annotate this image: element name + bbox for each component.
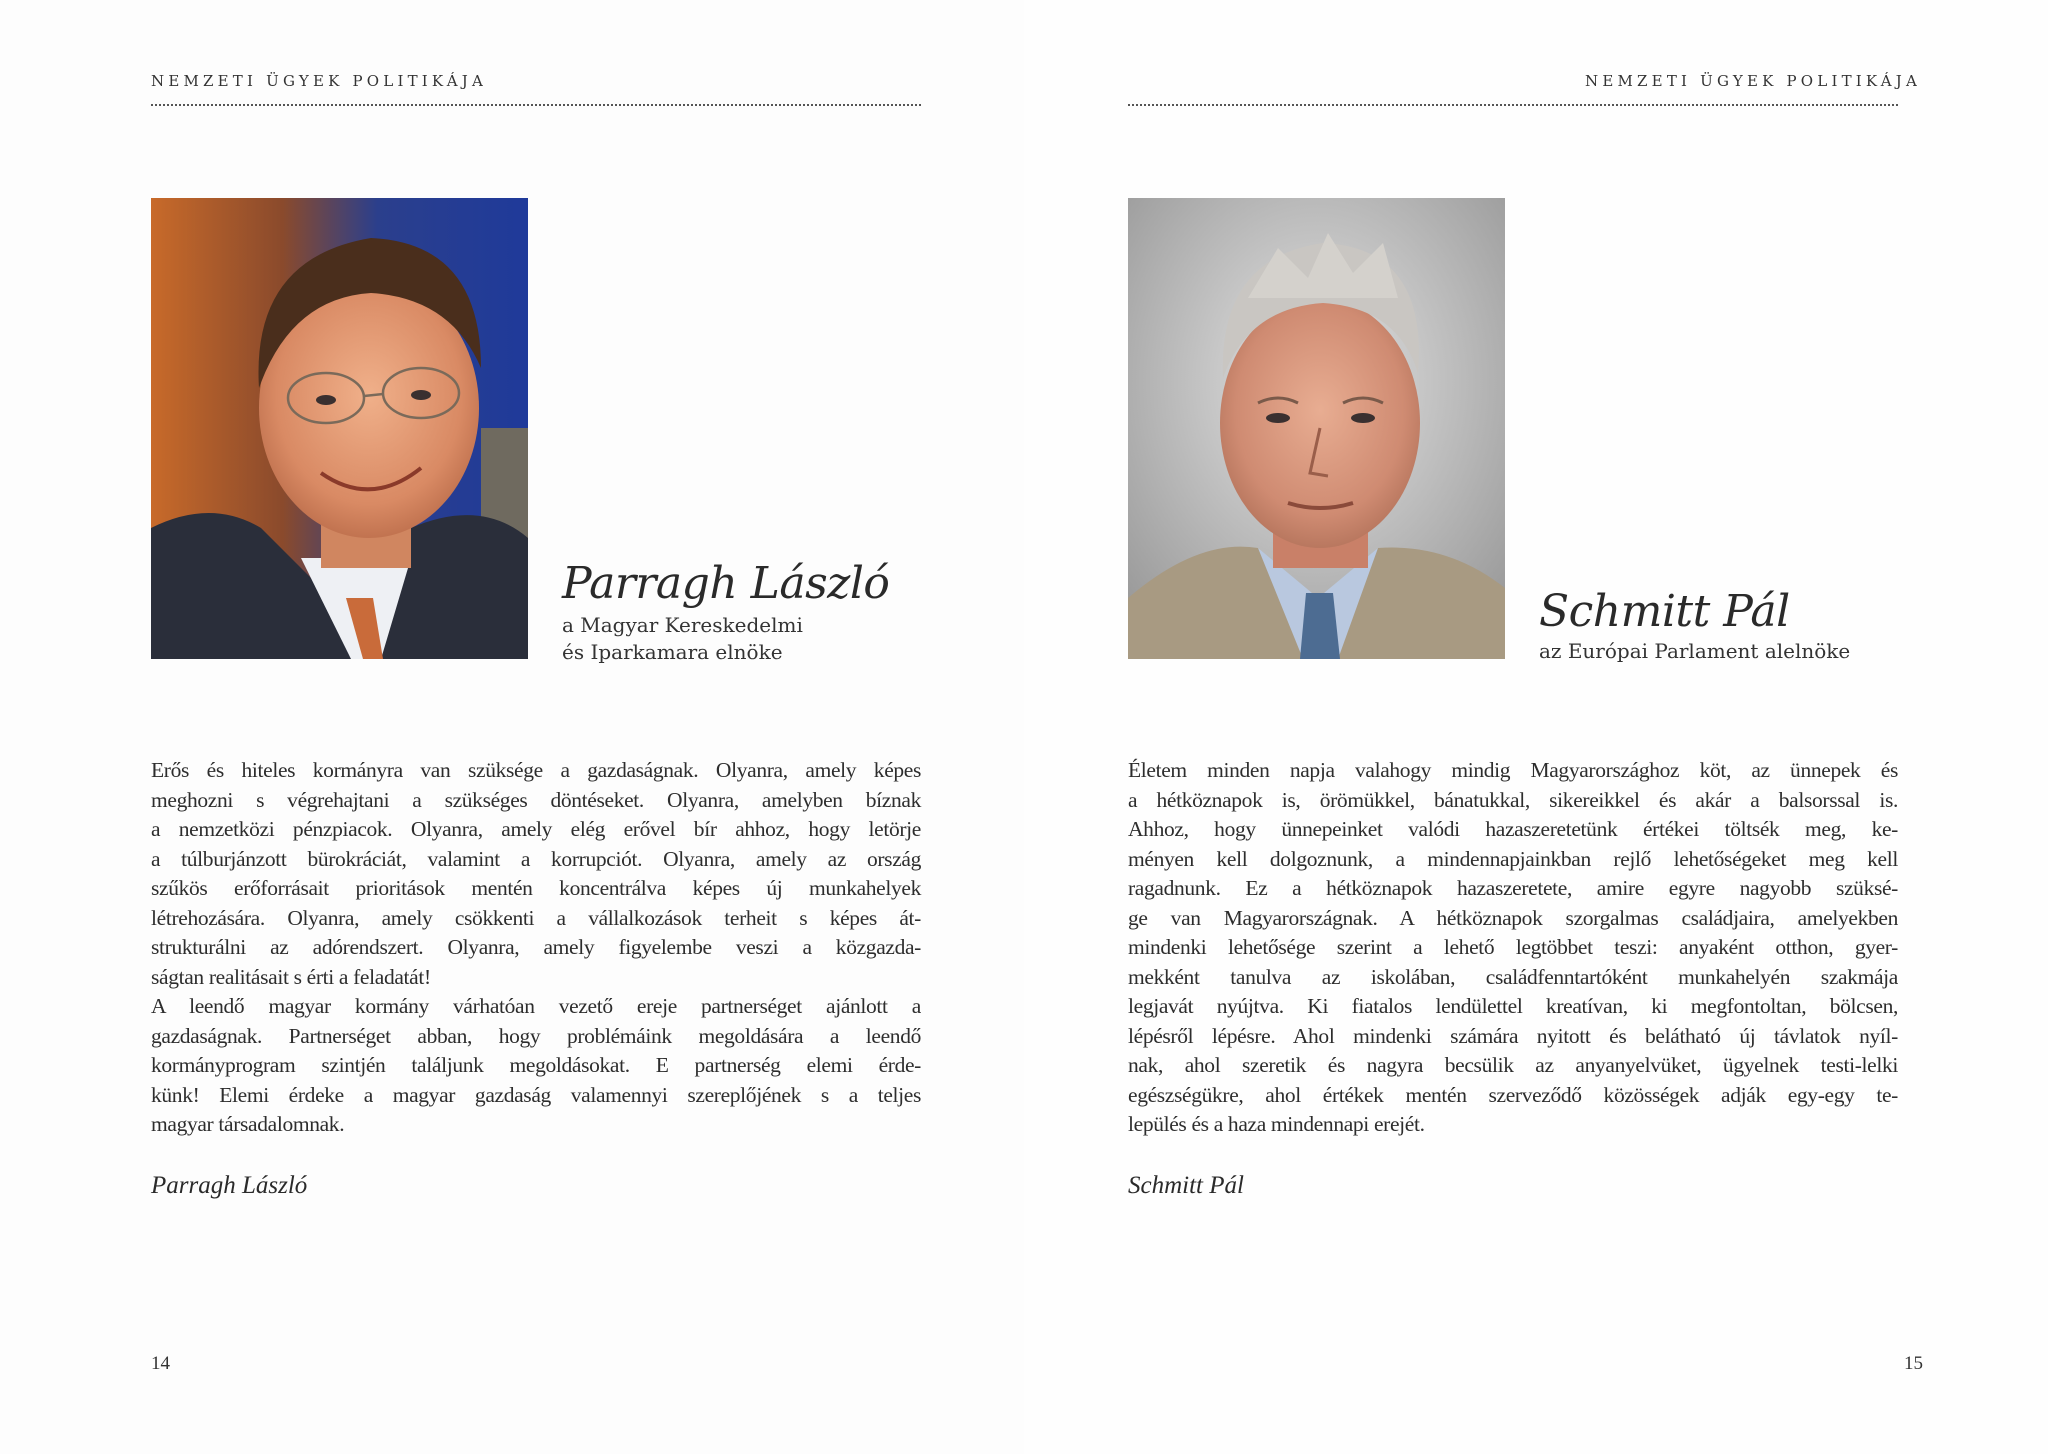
text-line: Ahhoz, hogy ünnepeinket valódi hazaszeretetünk értékei töltsék meg, ke- [1128, 817, 1898, 841]
text-line: mindenki lehetősége szerint a lehető legtöbbet teszi: anyaként otthon, gyer- [1128, 935, 1898, 959]
text-line: ragadnunk. Ez a hétköznapok hazaszeretete, amire egyre nagyobb szüksé- [1128, 876, 1898, 900]
text-line: lépésről lépésre. Ahol mindenki számára nyitott és belátható új távlatok nyíl- [1128, 1023, 1898, 1048]
person-role [562, 612, 803, 666]
text-line: A leendő magyar kormány várhatóan vezető ereje partnerséget ajánlott a [151, 994, 921, 1018]
signature: Parragh László [151, 1172, 308, 1199]
running-head: NEMZETI ÜGYEK POLITIKÁJA [151, 72, 487, 90]
text-line: kormányprogram szintjén találjunk megoldásokat. E partnerség elemi érde- [151, 1053, 921, 1077]
text-line: Életem minden napja valahogy mindig Magyarországhoz köt, az ünnepek és [1128, 758, 1898, 782]
text-line: meghozni s végrehajtani a szükséges döntéseket. Olyanra, amelyben bíznak [151, 787, 921, 812]
text-line: legjavát nyújtva. Ki fiatalos lendülettel kreatívan, ki megfontoltan, bölcsen, [1128, 994, 1898, 1018]
text-line: a túlburjánzott bürokráciát, valamint a korrupciót. Olyanra, amely az ország [151, 846, 921, 871]
person-name: Schmitt Pál [1539, 586, 1790, 637]
text-line: egészségükre, ahol értékek mentén szerveződő közösségek adják egy-egy te- [1128, 1082, 1898, 1107]
portrait-photo-parragh [151, 198, 528, 659]
text-line: nak, ahol szeretik és nagyra becsülik az anyanyelvüket, ügyelnek testi-lelki [1128, 1053, 1898, 1077]
text-line: künk! Elemi érdeke a magyar gazdaság valamennyi szereplőjének s a teljes [151, 1082, 921, 1107]
person-name: Parragh László [562, 558, 890, 609]
portrait-photo-schmitt [1128, 198, 1505, 659]
role-line: és Iparkamara elnöke [562, 640, 783, 664]
body-text [1128, 756, 1898, 1140]
text-line: szűkös erőforrásait prioritások mentén koncentrálva képes új munkahelyek [151, 876, 921, 900]
right-page [1024, 0, 2048, 1454]
person-role [1539, 638, 1850, 665]
text-line: magyar társadalomnak. [151, 1112, 345, 1136]
text-line: mekként tanulva az iskolában, családfenntartóként munkahelyén szakmája [1128, 964, 1898, 989]
body-text [151, 756, 921, 1140]
text-line: strukturálni az adórendszert. Olyanra, amely figyelembe veszi a közgazda- [151, 935, 921, 959]
text-line: gazdaságnak. Partnerséget abban, hogy problémáink megoldására a leendő [151, 1023, 921, 1048]
header-dotted-rule [1128, 104, 1898, 106]
text-line: Erős és hiteles kormányra van szüksége a gazdaságnak. Olyanra, amely képes [151, 758, 921, 782]
text-line: ge van Magyarországnak. A hétköznapok szorgalmas családjaira, amelyekben [1128, 905, 1898, 930]
page-number: 15 [1904, 1353, 1923, 1374]
text-line: lepülés és a haza mindennapi erejét. [1128, 1112, 1425, 1136]
role-line: az Európai Parlament alelnöke [1539, 639, 1851, 663]
text-line: ságtan realitásait s érti a feladatát! [151, 964, 431, 989]
page-number: 14 [151, 1353, 170, 1374]
header-dotted-rule [151, 104, 921, 106]
text-line: ményen kell dolgoznunk, a mindennapjainkban rejlő lehetőségeket meg kell [1128, 846, 1898, 871]
text-line: létrehozására. Olyanra, amely csökkenti a vállalkozások terheit s képes át- [151, 905, 921, 930]
signature: Schmitt Pál [1128, 1172, 1244, 1199]
role-line: a Magyar Kereskedelmi [562, 613, 803, 637]
text-line: a nemzetközi pénzpiacok. Olyanra, amely elég erővel bír ahhoz, hogy letörje [151, 817, 921, 841]
running-head: NEMZETI ÜGYEK POLITIKÁJA [1585, 72, 1921, 90]
text-line: a hétköznapok is, örömükkel, bánatukkal, sikereikkel és akár a balsorssal is. [1128, 787, 1898, 812]
